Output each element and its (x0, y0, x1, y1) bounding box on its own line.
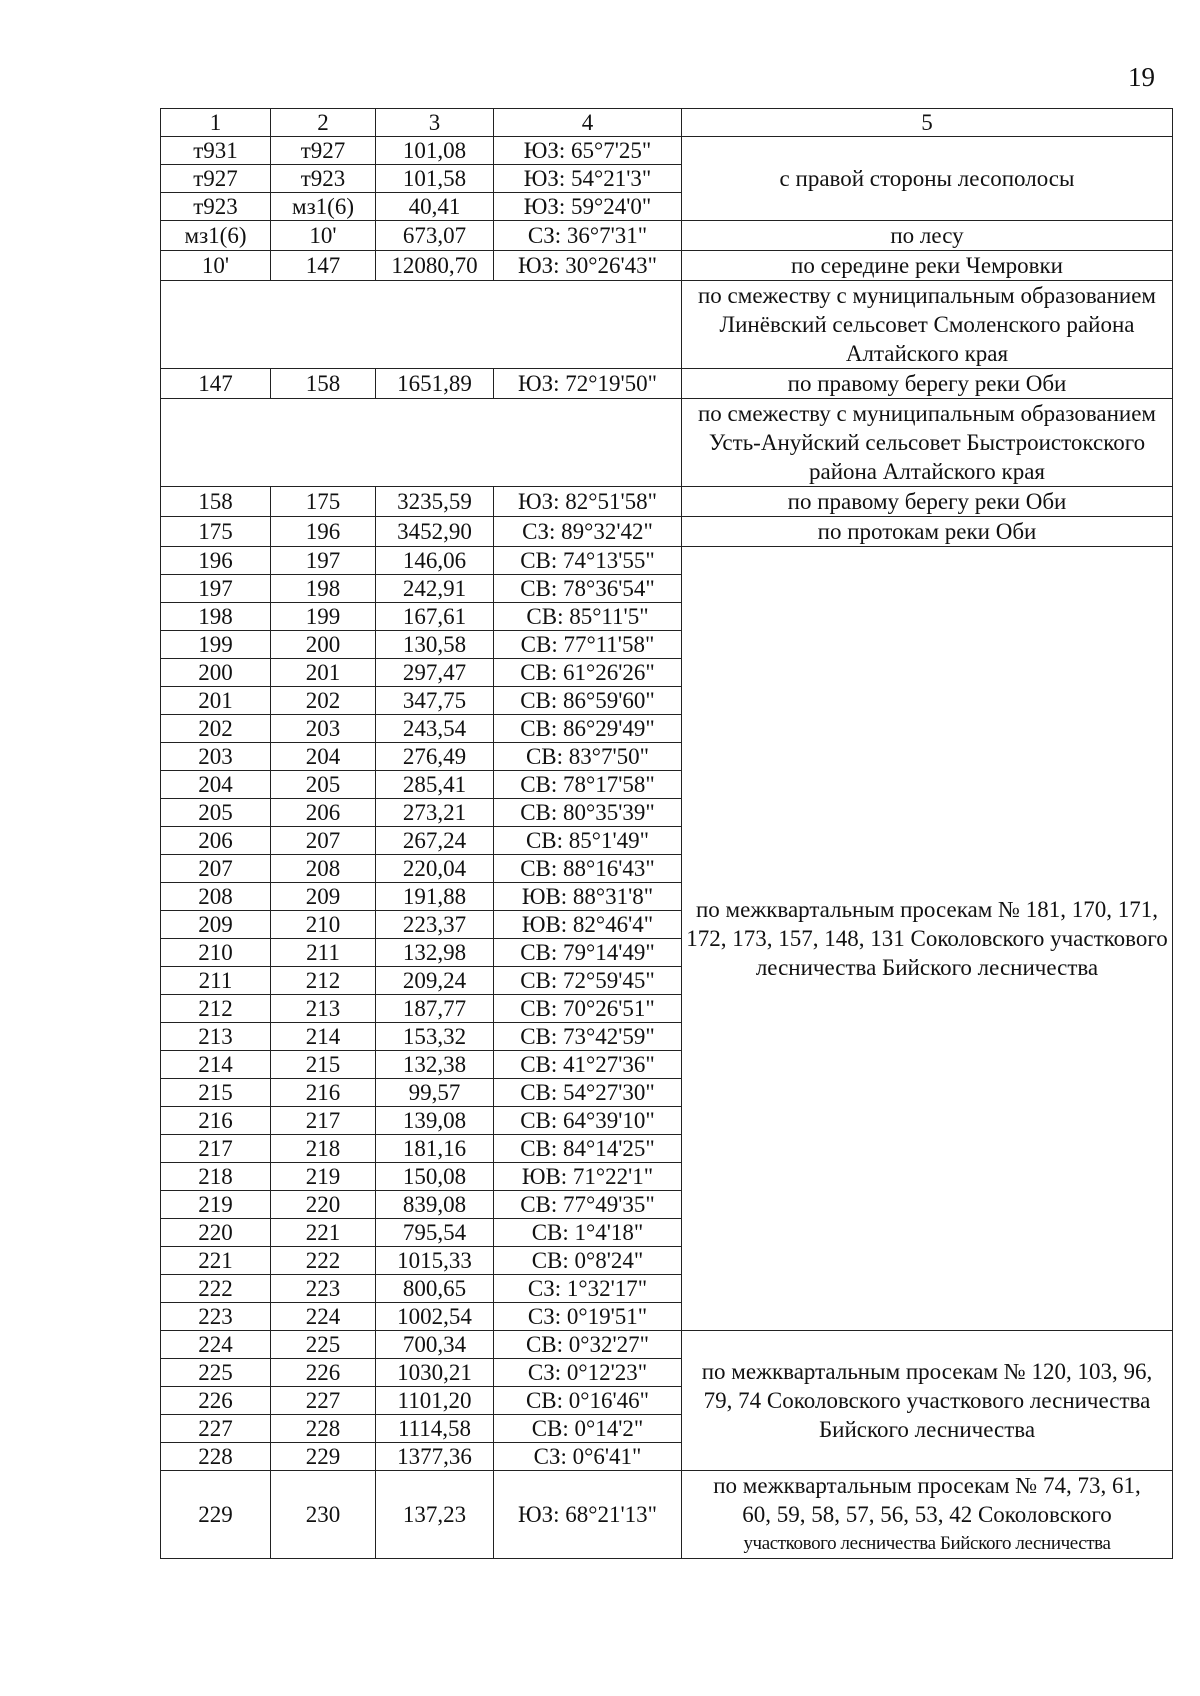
segment-length: 1030,21 (376, 1359, 494, 1387)
point-from: 221 (161, 1247, 271, 1275)
segment-length: 137,23 (376, 1471, 494, 1559)
column-header: 2 (271, 109, 376, 137)
point-from: т923 (161, 193, 271, 221)
description-line: участкового лесничества Бийского лесничества (743, 1533, 1111, 1554)
point-to: 205 (271, 771, 376, 799)
point-from: 197 (161, 575, 271, 603)
description-line: по межквартальным просекам № 74, 73, 61, (713, 1473, 1141, 1498)
segment-length: 3452,90 (376, 517, 494, 547)
segment-length: 12080,70 (376, 251, 494, 281)
point-from: т931 (161, 137, 271, 165)
header-row (161, 109, 1173, 137)
table-row (161, 1331, 1173, 1359)
segment-bearing: СВ: 1°4'18" (494, 1219, 682, 1247)
adjacency-row (161, 281, 1173, 369)
point-to: 214 (271, 1023, 376, 1051)
point-from: 204 (161, 771, 271, 799)
segment-length: 223,37 (376, 911, 494, 939)
segment-bearing: СВ: 86°29'49" (494, 715, 682, 743)
point-to: 209 (271, 883, 376, 911)
column-header: 5 (682, 109, 1173, 137)
point-to: 219 (271, 1163, 376, 1191)
segment-bearing: СВ: 70°26'51" (494, 995, 682, 1023)
point-to: т923 (271, 165, 376, 193)
adjacency-row (161, 399, 1173, 487)
segment-bearing: СВ: 78°17'58" (494, 771, 682, 799)
segment-bearing: СВ: 0°32'27" (494, 1331, 682, 1359)
segment-bearing: СВ: 54°27'30" (494, 1079, 682, 1107)
segment-length: 99,57 (376, 1079, 494, 1107)
point-to: 223 (271, 1275, 376, 1303)
segment-length: 187,77 (376, 995, 494, 1023)
point-to: 228 (271, 1415, 376, 1443)
point-to: 147 (271, 251, 376, 281)
point-from: 203 (161, 743, 271, 771)
point-from: 212 (161, 995, 271, 1023)
segment-length: 150,08 (376, 1163, 494, 1191)
segment-bearing: ЮЗ: 59°24'0" (494, 193, 682, 221)
point-to: 10' (271, 221, 376, 251)
point-from: 200 (161, 659, 271, 687)
segment-bearing: СЗ: 89°32'42" (494, 517, 682, 547)
point-to: 204 (271, 743, 376, 771)
boundary-description: с правой стороны лесополосы (682, 137, 1173, 221)
segment-length: 1101,20 (376, 1387, 494, 1415)
segment-bearing: СВ: 86°59'60" (494, 687, 682, 715)
column-header: 3 (376, 109, 494, 137)
point-from: 216 (161, 1107, 271, 1135)
segment-length: 101,08 (376, 137, 494, 165)
point-to: 199 (271, 603, 376, 631)
segment-bearing: ЮВ: 71°22'1" (494, 1163, 682, 1191)
segment-length: 285,41 (376, 771, 494, 799)
point-from: 10' (161, 251, 271, 281)
point-from: 223 (161, 1303, 271, 1331)
segment-bearing: ЮВ: 82°46'4" (494, 911, 682, 939)
table-row (161, 517, 1173, 547)
point-to: 212 (271, 967, 376, 995)
segment-bearing: СВ: 0°16'46" (494, 1387, 682, 1415)
segment-length: 132,38 (376, 1051, 494, 1079)
boundary-description: по протокам реки Оби (682, 517, 1173, 547)
segment-length: 1114,58 (376, 1415, 494, 1443)
point-to: 213 (271, 995, 376, 1023)
column-header: 4 (494, 109, 682, 137)
point-to: 206 (271, 799, 376, 827)
segment-length: 132,98 (376, 939, 494, 967)
point-from: 209 (161, 911, 271, 939)
empty-cell (161, 281, 682, 369)
point-from: 220 (161, 1219, 271, 1247)
point-from: 214 (161, 1051, 271, 1079)
segment-bearing: СВ: 0°14'2" (494, 1415, 682, 1443)
segment-bearing: ЮЗ: 54°21'3" (494, 165, 682, 193)
boundary-description: по лесу (682, 221, 1173, 251)
segment-bearing: СВ: 88°16'43" (494, 855, 682, 883)
segment-bearing: СВ: 79°14'49" (494, 939, 682, 967)
column-header: 1 (161, 109, 271, 137)
segment-bearing: СВ: 84°14'25" (494, 1135, 682, 1163)
point-from: 229 (161, 1471, 271, 1559)
point-to: 197 (271, 547, 376, 575)
point-from: мз1(6) (161, 221, 271, 251)
boundary-table (160, 108, 1173, 1559)
point-from: 226 (161, 1387, 271, 1415)
point-to: 216 (271, 1079, 376, 1107)
boundary-description (682, 1471, 1173, 1559)
segment-length: 242,91 (376, 575, 494, 603)
segment-bearing: ЮЗ: 72°19'50" (494, 369, 682, 399)
segment-length: 297,47 (376, 659, 494, 687)
boundary-description: по межквартальным просекам № 120, 103, 96, 79, 74 Соколовского участкового лесничества Бийского лесничества (682, 1331, 1173, 1471)
segment-bearing: СВ: 80°35'39" (494, 799, 682, 827)
segment-bearing: ЮЗ: 30°26'43" (494, 251, 682, 281)
point-from: 211 (161, 967, 271, 995)
point-to: 208 (271, 855, 376, 883)
point-from: 213 (161, 1023, 271, 1051)
description-line: 60, 59, 58, 57, 56, 53, 42 Соколовского (742, 1502, 1112, 1527)
segment-length: 800,65 (376, 1275, 494, 1303)
boundary-description: по смежеству с муниципальным образованием Линёвский сельсовет Смоленского района Алтайского края (682, 281, 1173, 369)
point-to: 207 (271, 827, 376, 855)
segment-bearing: СВ: 83°7'50" (494, 743, 682, 771)
point-from: 199 (161, 631, 271, 659)
segment-length: 1015,33 (376, 1247, 494, 1275)
point-to: 221 (271, 1219, 376, 1247)
point-to: 200 (271, 631, 376, 659)
point-from: 196 (161, 547, 271, 575)
segment-length: 673,07 (376, 221, 494, 251)
point-to: 226 (271, 1359, 376, 1387)
point-to: 230 (271, 1471, 376, 1559)
segment-length: 181,16 (376, 1135, 494, 1163)
segment-bearing: ЮВ: 88°31'8" (494, 883, 682, 911)
segment-length: 153,32 (376, 1023, 494, 1051)
segment-length: 795,54 (376, 1219, 494, 1247)
table-row (161, 221, 1173, 251)
point-from: т927 (161, 165, 271, 193)
segment-bearing: СЗ: 0°19'51" (494, 1303, 682, 1331)
point-from: 227 (161, 1415, 271, 1443)
segment-length: 220,04 (376, 855, 494, 883)
point-to: 210 (271, 911, 376, 939)
segment-bearing: СЗ: 0°12'23" (494, 1359, 682, 1387)
point-from: 175 (161, 517, 271, 547)
segment-length: 139,08 (376, 1107, 494, 1135)
segment-length: 101,58 (376, 165, 494, 193)
segment-bearing: СВ: 77°49'35" (494, 1191, 682, 1219)
point-to: 198 (271, 575, 376, 603)
point-from: 228 (161, 1443, 271, 1471)
point-from: 198 (161, 603, 271, 631)
segment-length: 146,06 (376, 547, 494, 575)
segment-bearing: СВ: 41°27'36" (494, 1051, 682, 1079)
table-row (161, 547, 1173, 575)
point-to: 229 (271, 1443, 376, 1471)
segment-bearing: СВ: 74°13'55" (494, 547, 682, 575)
empty-cell (161, 399, 682, 487)
table-row (161, 487, 1173, 517)
point-from: 215 (161, 1079, 271, 1107)
point-to: 201 (271, 659, 376, 687)
segment-bearing: ЮЗ: 82°51'58" (494, 487, 682, 517)
point-from: 218 (161, 1163, 271, 1191)
segment-length: 3235,59 (376, 487, 494, 517)
page-number: 19 (1128, 62, 1155, 92)
table-row (161, 369, 1173, 399)
point-from: 225 (161, 1359, 271, 1387)
point-from: 224 (161, 1331, 271, 1359)
segment-length: 347,75 (376, 687, 494, 715)
segment-length: 209,24 (376, 967, 494, 995)
point-to: 158 (271, 369, 376, 399)
segment-length: 1002,54 (376, 1303, 494, 1331)
point-to: 217 (271, 1107, 376, 1135)
point-to: 215 (271, 1051, 376, 1079)
segment-length: 167,61 (376, 603, 494, 631)
segment-bearing: СВ: 85°1'49" (494, 827, 682, 855)
segment-length: 243,54 (376, 715, 494, 743)
point-to: 220 (271, 1191, 376, 1219)
point-from: 219 (161, 1191, 271, 1219)
point-from: 217 (161, 1135, 271, 1163)
segment-length: 130,58 (376, 631, 494, 659)
point-to: 224 (271, 1303, 376, 1331)
segment-bearing: ЮЗ: 68°21'13" (494, 1471, 682, 1559)
point-to: 202 (271, 687, 376, 715)
segment-bearing: СВ: 77°11'58" (494, 631, 682, 659)
point-from: 210 (161, 939, 271, 967)
point-from: 201 (161, 687, 271, 715)
segment-bearing: СВ: 78°36'54" (494, 575, 682, 603)
point-from: 147 (161, 369, 271, 399)
segment-length: 700,34 (376, 1331, 494, 1359)
segment-length: 276,49 (376, 743, 494, 771)
segment-bearing: СВ: 85°11'5" (494, 603, 682, 631)
boundary-description: по правому берегу реки Оби (682, 369, 1173, 399)
point-to: 211 (271, 939, 376, 967)
point-from: 205 (161, 799, 271, 827)
point-to: 196 (271, 517, 376, 547)
table-row (161, 1471, 1173, 1559)
segment-bearing: СВ: 72°59'45" (494, 967, 682, 995)
segment-length: 267,24 (376, 827, 494, 855)
segment-bearing: СВ: 73°42'59" (494, 1023, 682, 1051)
point-to: 175 (271, 487, 376, 517)
boundary-description: по правому берегу реки Оби (682, 487, 1173, 517)
point-from: 207 (161, 855, 271, 883)
point-to: мз1(6) (271, 193, 376, 221)
point-to: т927 (271, 137, 376, 165)
segment-length: 1651,89 (376, 369, 494, 399)
segment-bearing: СВ: 61°26'26" (494, 659, 682, 687)
segment-bearing: СЗ: 0°6'41" (494, 1443, 682, 1471)
point-from: 206 (161, 827, 271, 855)
point-to: 225 (271, 1331, 376, 1359)
point-to: 218 (271, 1135, 376, 1163)
point-from: 158 (161, 487, 271, 517)
point-from: 202 (161, 715, 271, 743)
segment-bearing: СВ: 64°39'10" (494, 1107, 682, 1135)
segment-length: 273,21 (376, 799, 494, 827)
boundary-description: по межквартальным просекам № 181, 170, 171, 172, 173, 157, 148, 131 Соколовского участкового лесничества Бийского лесничества (682, 547, 1173, 1331)
segment-bearing: СЗ: 1°32'17" (494, 1275, 682, 1303)
segment-bearing: СВ: 0°8'24" (494, 1247, 682, 1275)
boundary-description: по середине реки Чемровки (682, 251, 1173, 281)
segment-length: 191,88 (376, 883, 494, 911)
table-row (161, 251, 1173, 281)
point-to: 203 (271, 715, 376, 743)
point-to: 222 (271, 1247, 376, 1275)
segment-bearing: СЗ: 36°7'31" (494, 221, 682, 251)
table-row (161, 137, 1173, 165)
segment-bearing: ЮЗ: 65°7'25" (494, 137, 682, 165)
point-to: 227 (271, 1387, 376, 1415)
table-body (161, 109, 1173, 1559)
point-from: 208 (161, 883, 271, 911)
segment-length: 839,08 (376, 1191, 494, 1219)
segment-length: 40,41 (376, 193, 494, 221)
point-from: 222 (161, 1275, 271, 1303)
segment-length: 1377,36 (376, 1443, 494, 1471)
boundary-description: по смежеству с муниципальным образованием Усть-Ануйский сельсовет Быстроистокского района Алтайского края (682, 399, 1173, 487)
